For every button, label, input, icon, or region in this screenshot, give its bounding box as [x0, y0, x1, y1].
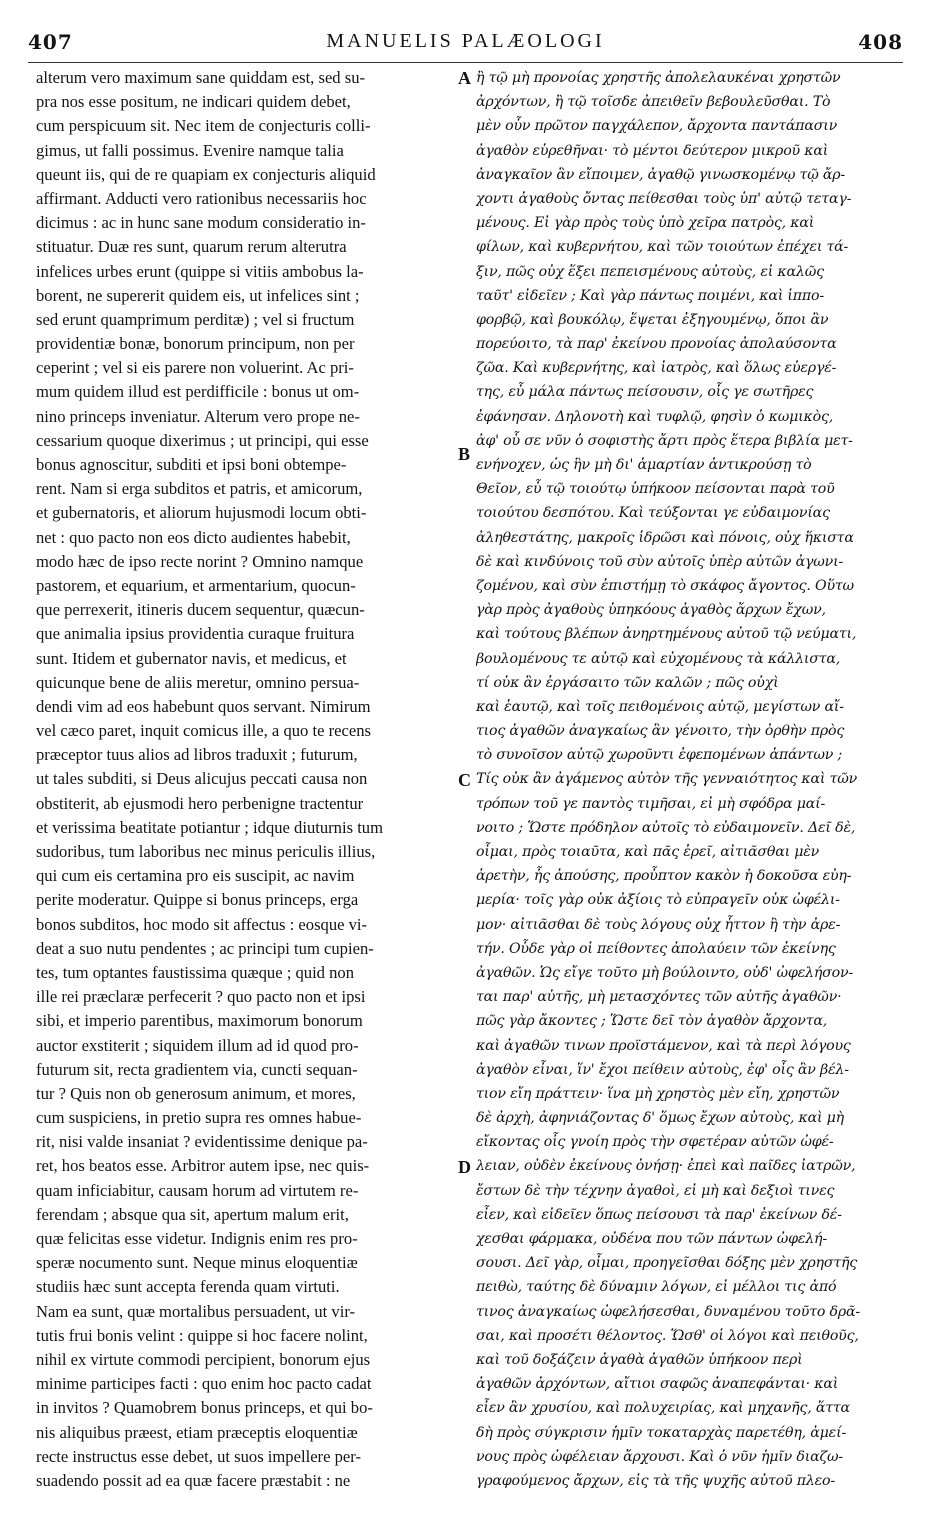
latin-text-line: ut tales subditi, si Deus alicujus peccati causa non: [36, 769, 368, 789]
greek-text-line: ἔστων δὲ τὴν τέχνην ἀγαθοὶ, εἰ μὴ καὶ δεξιοὶ τινες: [476, 1182, 835, 1199]
latin-text-line: bonos subditos, hoc modo sit affectus : eosque vi-: [36, 914, 368, 934]
page-number-left: 407: [28, 30, 73, 54]
latin-text-line: sed erunt quamprimum perditæ) ; vel si fructum: [36, 309, 355, 329]
greek-text-line: τιος ἀγαθῶν ἀναγκαίως ἂν γένοιτο, τὴν ὀρθὴν πρὸς: [476, 723, 845, 740]
latin-text-line: sudoribus, tum laboribus nec minus periculis illius,: [36, 842, 376, 861]
greek-text-line: χεσθαι φάρμακα, οὐδένα που τῶν πάντων ὠφελή-: [476, 1231, 827, 1247]
greek-text-line: καὶ τούτους βλέπων ἀνηρτημένους αὐτοῦ τῷ νεύματι,: [476, 626, 857, 643]
greek-text-line: τήν. Οὗδε γὰρ οἱ πείθοντες ἀπολαύειν τῶν ἐκείνης: [476, 940, 836, 957]
latin-text-line: præceptor tuus alios ad libros traduxit ; futurum,: [36, 745, 358, 765]
greek-text-line: δὴ πρὸς σύγκρισιν ἡμῖν τοκαταρχὰς παρετέθη, ἀμεί-: [476, 1424, 847, 1441]
latin-text-line: minime participes facti : quo enim hoc pacto cadat: [36, 1374, 372, 1394]
page-number-right: 408: [858, 30, 903, 54]
latin-text-line: tes, tum optantes faustissima quæque ; quid non: [36, 962, 355, 982]
greek-text-line: ταῦτ' εἰδεῖεν ; Καὶ γὰρ πάντως ποιμένι, καὶ ἱππο-: [476, 287, 824, 304]
latin-text-line: quicunque bene de aliis meretur, omnino persua-: [36, 672, 360, 692]
latin-text-line: deat a suo nutu pendentes ; ac principi tum cupien-: [36, 938, 374, 958]
greek-text-line: ἀγαθὸν εἶναι, ἵν' ἔχοι πείθειν αὐτοὺς, ἐφ' οἷς ἂν βέλ-: [476, 1061, 849, 1078]
greek-text-line: ται παρ' αὐτῆς, μὴ μετασχόντες τῶν αὐτῆς ἀγαθῶν·: [476, 989, 842, 1006]
latin-text-line: nino princeps inveniatur. Alterum vero prope ne-: [36, 406, 360, 426]
latin-text-line: alterum vero maximum sane quiddam est, sed su-: [36, 68, 366, 87]
greek-text-line: εἴκοντας οἷς γνοίη πρὸς τὴν σφετέραν αὐτῶν ὠφέ-: [476, 1134, 834, 1151]
latin-text-line: tur ? Quis non ob generosum animum, et mores,: [36, 1083, 356, 1103]
latin-text-line: sibi, et imperio parentibus, maximorum bonorum: [36, 1011, 363, 1031]
greek-text-line: ἀληθεστάτης, μακροῖς ἱδρῶσι καὶ πόνοις, οὐχ ἥκιστα: [476, 529, 854, 546]
latin-text-line: perite moderatur. Quippe si bonus princeps, erga: [36, 890, 359, 910]
greek-text-line: Τίς οὐκ ἂν ἀγάμενος αὐτὸν τῆς γενναιότητος καὶ τῶν: [476, 771, 858, 788]
greek-text-line: δὲ ἀρχὴ, ἀφηνιάζοντας δ' ὅμως ἔχων αὐτοὺς, καὶ μὴ: [476, 1110, 844, 1127]
latin-text-line: net : quo pacto non eos dicto audientes habebit,: [36, 527, 351, 547]
greek-text-line: γραφούμενος ἄρχων, εἰς τὰ τῆς ψυχῆς αὐτοῦ πλεο-: [476, 1472, 835, 1489]
latin-text-line: ceperint ; vel si eis parere non voluerint. Ac pri-: [36, 358, 354, 378]
greek-text-line: εἶεν, καὶ εἰδεῖεν ὅπως πείσουσι τὰ παρ' ἐκείνων δέ-: [476, 1206, 842, 1223]
greek-text-line: καὶ τοῦ δοξάζειν ἀγαθὰ ἀγαθῶν ὑπήκοον περὶ: [476, 1351, 803, 1368]
latin-text-line: mum quidem illud est perdifficile : bonus ut om-: [36, 382, 360, 402]
latin-text-line: infelices urbes erunt (quippe si vitiis ambobus la-: [36, 261, 364, 281]
latin-text-line: et verissima beatitate potiantur ; idque diuturnis tum: [36, 817, 384, 837]
latin-text-line: pastorem, et equarium, et armentarium, quocun-: [36, 575, 356, 595]
latin-text-line: vel cæco paret, inquit comicus ille, a quo te recens: [36, 721, 371, 741]
greek-text-line: πειθὼ, ταύτης δὲ δύναμιν λόγων, εἰ μέλλοι τις ἀπό: [476, 1279, 837, 1296]
latin-column: [36, 66, 454, 1493]
greek-text-line: τοιούτου δεσπότου. Καὶ τεύξονται γε εὐδαιμονίας: [476, 505, 830, 522]
greek-text-line: χοντι ἀγαθοὺς ὄντας πείθεσθαι τοὺς ὑπ' αὐτῷ τεταγ-: [476, 190, 852, 207]
latin-text-line: providentiæ bonæ, bonorum principum, non per: [36, 334, 355, 354]
latin-text-line: et gubernatoris, et aliorum hujusmodi locum obti-: [36, 503, 367, 523]
latin-text-line: dicimus : ac in hunc sane modum consideratio in-: [36, 213, 366, 233]
greek-text-line: γὰρ πρὸς ἀγαθοὺς ὑπηκόους ἀγαθὸς ἄρχων ἔχων,: [476, 602, 826, 619]
greek-text-line: νοιτο ; Ὥστε πρόδηλον αὐτοῖς τὸ εὐδαιμονεῖν. Δεῖ δὲ,: [476, 819, 856, 836]
greek-text-line: βουλομένους τε αὐτῷ καὶ εὐχομένους τὰ κάλλιστα,: [476, 650, 841, 667]
greek-text-line: μον· αἰτιᾶσθαι δὲ τοὺς λόγους οὐχ ἧττον ἢ τὴν ἀρε-: [476, 916, 841, 933]
greek-text-line: καὶ ἀγαθῶν τινων προϊστάμενον, καὶ τὰ περὶ λόγους: [476, 1037, 851, 1054]
greek-text-line: τὸ συνοῖσον αὐτῷ χωροῦντι ἐφεπομένων ἁπάντων ;: [476, 747, 843, 764]
margin-marker-b: B: [458, 444, 471, 464]
greek-text-line: ζομένου, καὶ σὺν ἐπιστήμῃ τὸ σκάφος ἄγοντος. Οὕτω: [476, 577, 854, 594]
latin-text-line: rit, nisi valde insaniat ? evidentissime denique pa-: [36, 1132, 368, 1152]
latin-text-line: recte instructus esse debet, ut suos impellere per-: [36, 1446, 361, 1466]
greek-text-line: μένους. Εἰ γὰρ πρὸς τοὺς ὑπὸ χεῖρα πατρὸς, καὶ: [476, 215, 815, 232]
latin-text-line: ille rei præclaræ perfecerit ? quo pacto non et ipsi: [36, 987, 366, 1007]
latin-text-line: ret, hos beatos esse. Arbitror autem ipse, nec quis-: [36, 1156, 370, 1176]
greek-text-line: ἀρετὴν, ἧς ἀπούσης, προὖπτον κακὸν ἡ δοκοῦσα εὐη-: [476, 868, 852, 885]
latin-text-line: obstiterit, ab ejusmodi hero perbenigne tractentur: [36, 793, 364, 813]
latin-text-line: queunt iis, qui de re quapiam ex conjecturis aliquid: [36, 164, 376, 184]
greek-text-line: φίλων, καὶ κυβερνήτου, καὶ τῶν τοιούτων ἐπέχει τά-: [476, 239, 849, 256]
latin-text-line: nihil ex virtute commodi percipient, bonorum ejus: [36, 1349, 371, 1369]
margin-marker-a: A: [458, 68, 471, 88]
latin-text-line: tutis frui bonis velint : quippe si hoc facere nolint,: [36, 1325, 368, 1345]
greek-text-line: λειαν, οὐδὲν ἐκείνους ὀνήσῃ· ἐπεὶ καὶ παῖδες ἰατρῶν,: [476, 1158, 856, 1175]
latin-text-line: rent. Nam si erga subditos et patris, et amicorum,: [36, 479, 363, 499]
latin-text-line: gimus, ut falli possimus. Evenire namque talia: [36, 140, 344, 160]
greek-text-line: πῶς γὰρ ἄκοντες ; Ὥστε δεῖ τὸν ἀγαθὸν ἄρχοντα,: [476, 1013, 828, 1030]
latin-text-line: suadendo possit ad ea quæ facere præstabit : ne: [36, 1470, 351, 1490]
latin-text-line: borent, ne supererit quidem eis, ut infelices sint ;: [36, 285, 360, 305]
running-title: MANUELIS PALÆOLOGI: [326, 30, 605, 52]
greek-text-line: καὶ ἑαυτῷ, καὶ τοῖς πειθομένοις αὐτῷ, μεγίστων αἴ-: [476, 698, 844, 715]
greek-text-line: μερία· τοῖς γὰρ οὐκ ἀξίοις τὸ εὐπραγεῖν οὐκ ὠφέλι-: [476, 892, 840, 909]
greek-text-line: ζῶα. Καὶ κυβερνήτης, καὶ ἰατρὸς, καὶ ὅλως εὐεργέ-: [476, 360, 837, 377]
latin-text-line: que perrexerit, itineris ducem sequentur, quæcun-: [36, 600, 365, 620]
latin-text-line: pra nos esse positum, ne indicari quidem debet,: [36, 92, 351, 112]
latin-text-line: quæ felicitas esse videtur. Indignis enim res pro-: [36, 1229, 358, 1248]
latin-text-line: bonus agnoscitur, subditi et ipsi boni obtempe-: [36, 455, 347, 474]
latin-text-line: sunt. Itidem et gubernator navis, et medicus, et: [36, 648, 347, 668]
greek-text-line: οἶμαι, πρὸς τοιαῦτα, καὶ πᾶς ἐρεῖ, αἰτιᾶσθαι μὲν: [476, 844, 820, 860]
latin-text-line: nis aliquibus præest, etiam præceptis eloquentiæ: [36, 1422, 358, 1442]
latin-text-line: auctor exstiterit ; siquidem illum ad id quod pro-: [36, 1035, 359, 1055]
greek-text-line: ἢ τῷ μὴ προνοίας χρηστῆς ἀπολελαυκέναι χρηστῶν: [476, 70, 841, 86]
greek-text-line: της, εὖ μάλα πάντως πείσουσιν, οἷς γε σωτῆρες: [476, 384, 814, 401]
greek-text-line: σουσι. Δεῖ γὰρ, οἶμαι, προηγεῖσθαι δόξης μὲν χρηστῆς: [476, 1255, 858, 1272]
latin-text-line: cessarium quoque dixerimus ; ut principi, qui esse: [36, 430, 369, 450]
latin-text-line: speræ nocumento sunt. Neque minus eloquentiæ: [36, 1253, 358, 1273]
greek-text-line: τινος ἀναγκαίως ὠφελήσεσθαι, δυναμένου τοῦτο δρᾶ-: [476, 1303, 860, 1320]
latin-text-line: que animalia ipsius providentia curaque fruitura: [36, 624, 355, 644]
greek-text-line: ἀγαθῶν ἀρχόντων, αἴτιοι σαφῶς ἀναπεφάνται· καὶ: [476, 1376, 839, 1393]
greek-text-line: ἀγαθὸν εὑρεθῆναι· τὸ μέντοι δεύτερον μικροῦ καὶ: [476, 142, 829, 159]
greek-text-line: δὲ καὶ κινδύνοις τοῦ σὺν αὐτοῖς ὑπὲρ αὐτῶν ἀγωνι-: [476, 553, 844, 570]
latin-text-line: affirmant. Adducti vero rationibus necessariis hoc: [36, 188, 367, 208]
latin-text-line: quam inficiabitur, causam horum ad virtutem re-: [36, 1180, 359, 1200]
greek-text-line: τί οὐκ ἂν ἐργάσαιτο τῶν καλῶν ; πῶς οὐχὶ: [476, 674, 779, 691]
latin-text-line: cum suspiciens, in pretio supra res omnes habue-: [36, 1108, 362, 1128]
greek-text-line: σαι, καὶ προσέτι θέλοντος. Ὥσθ' οἱ λόγοι καὶ πειθοῦς,: [476, 1327, 859, 1344]
latin-text-line: stituatur. Duæ res sunt, quarum rerum alterutra: [36, 237, 347, 257]
latin-text-line: Nam ea sunt, quæ mortalibus persuadent, ut vir-: [36, 1301, 356, 1321]
greek-text-line: μὲν οὖν πρῶτον παγχάλεπον, ἄρχοντα παντάπασιν: [476, 118, 838, 135]
greek-text-line: ἀρχόντων, ἢ τῷ τοῖσδε ἀπειθεῖν βεβουλεῦσθαι. Τὸ: [476, 94, 831, 111]
latin-text-line: cum perspicuum sit. Nec item de conjecturis colli-: [36, 116, 371, 136]
running-header: [28, 30, 903, 60]
latin-text-line: ferendam ; absque qua sit, apertum malum erit,: [36, 1204, 349, 1224]
greek-text-line: ἐφάνησαν. Δηλονοτὴ καὶ τυφλῷ, φησὶν ὁ κωμικὸς,: [476, 408, 834, 425]
latin-text-line: futurum sit, recta gradientem via, cuncti sequan-: [36, 1059, 358, 1079]
greek-text-line: ἀναγκαῖον ἂν εἴποιμεν, ἀγαθῷ γινωσκομένῳ τῷ ἄρ-: [476, 166, 845, 183]
latin-text-line: modo hæc de ipso recte norint ? Omnino namque: [36, 551, 364, 571]
greek-text-line: νους πρὸς ὠφέλειαν ἄρχουσι. Καὶ ὁ νῦν ἡμῖν διαζω-: [476, 1448, 843, 1465]
greek-text-line: εἶεν ἂν χρυσίου, καὶ πολυχειρίας, καὶ μηχανῆς, ἅττα: [476, 1400, 850, 1417]
greek-text-line: τρόπων τοῦ γε παντὸς τιμῆσαι, εἰ μὴ σφόδρα μαί-: [476, 795, 826, 812]
header-rule: [28, 62, 903, 63]
margin-marker-d: D: [458, 1157, 471, 1177]
greek-text-line: πορεύοιτο, τὰ παρ' ἐκείνου προνοίας ἀπολαύσοντα: [476, 336, 837, 353]
greek-column: [476, 66, 908, 1493]
margin-marker-c: C: [458, 770, 471, 790]
greek-text-line: Θεῖον, εὖ τῷ τοιούτῳ ὑπήκοον πείσονται παρὰ τοῦ: [476, 481, 835, 498]
latin-text-line: qui cum eis certamina pro eis suscipit, ac navim: [36, 866, 355, 886]
greek-text-line: ξιν, πῶς οὐχ ἕξει πεπεισμένους αὐτοὺς, εἰ καλῶς: [476, 263, 824, 280]
latin-text-line: in invitos ? Quamobrem bonus princeps, et qui bo-: [36, 1398, 373, 1418]
latin-text-line: dendi vim ad eos habebunt quos servant. Nimirum: [36, 696, 371, 716]
greek-text-line: φορβῷ, καὶ βουκόλῳ, ἕψεται ἐξηγουμένῳ, ὅποι ἂν: [476, 311, 829, 328]
latin-text-line: studiis hæc sunt accepta ferenda quam virtuti.: [36, 1277, 340, 1297]
greek-text-line: τιον εἴη πράττειν· ἵνα μὴ χρηστὸς μὲν εἴη, χρηστῶν: [476, 1085, 840, 1102]
greek-text-line: ενήνοχεν, ὡς ἣν μὴ δι' ἁμαρτίαν ἀντικρούσῃ τὸ: [476, 457, 812, 473]
greek-text-line: ἀγαθῶν. Ὡς εἴγε τοῦτο μὴ βούλοιντο, οὐδ' ὠφελήσον-: [476, 964, 853, 981]
greek-text-line: ἀφ' οὗ σε νῦν ὁ σοφιστὴς ἄρτι πρὸς ἕτερα βιβλία μετ-: [476, 432, 853, 449]
